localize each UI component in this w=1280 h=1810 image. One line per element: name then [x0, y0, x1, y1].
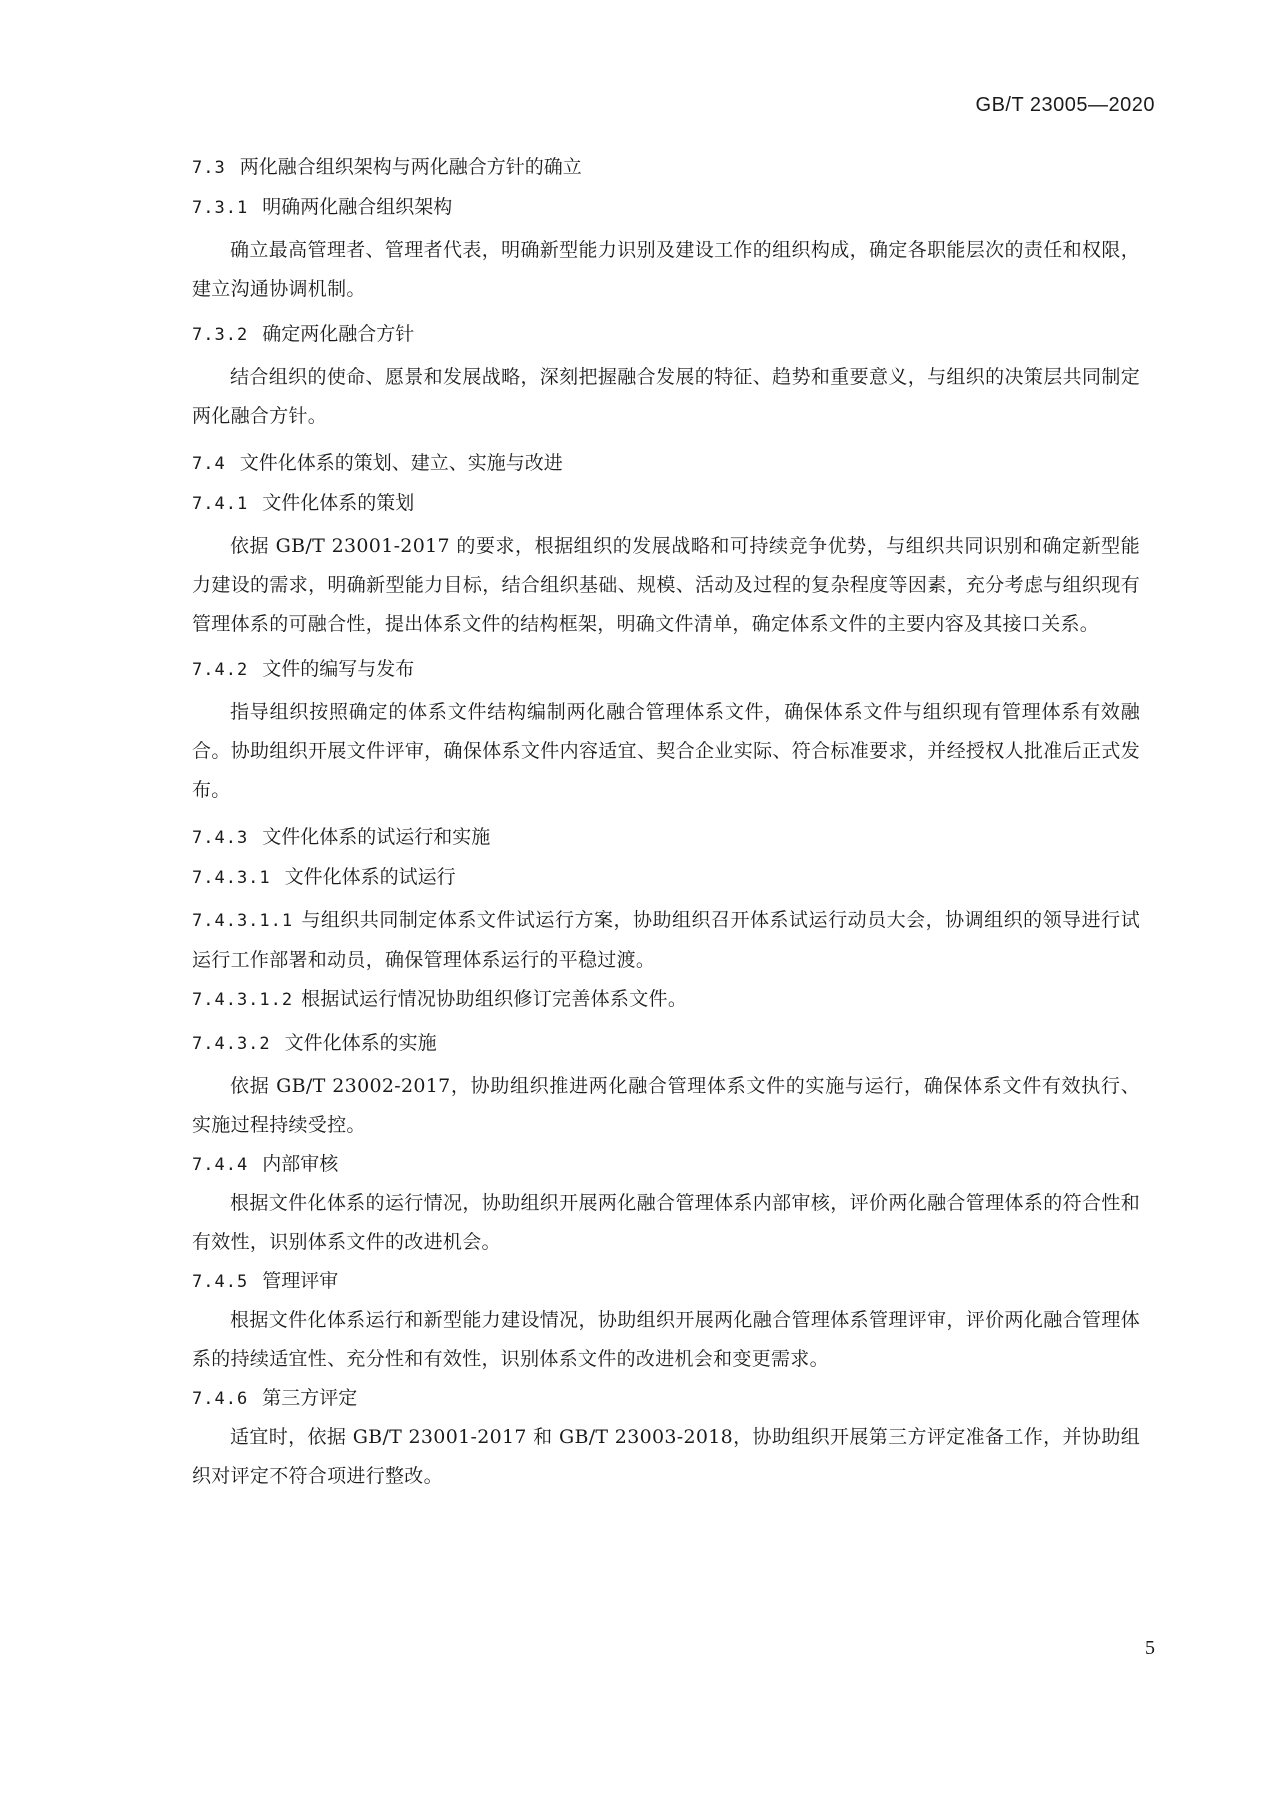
- paragraph-7-4-6: 适宜时，依据 GB/T 23001-2017 和 GB/T 23003-2018，协助组织开展第三方评定准备工作，并协助组织对评定不符合项进行整改。: [192, 1426, 1140, 1487]
- heading-7-4-1: [192, 486, 1140, 521]
- section-number: 7.3.1: [192, 198, 249, 218]
- document-id: GB/T 23005—2020: [975, 94, 1155, 116]
- section-title: 明确两化融合组织架构: [262, 196, 453, 218]
- section-number: 7.4: [192, 454, 226, 474]
- heading-7-4-5: [192, 1264, 1140, 1299]
- paragraph-7-4-4: 根据文件化体系的运行情况，协助组织开展两化融合管理体系内部审核，评价两化融合管理体系的符合性和有效性，识别体系文件的改进机会。: [192, 1192, 1140, 1253]
- section-number: 7.4.5: [192, 1272, 249, 1292]
- section-title: 文件的编写与发布: [262, 658, 415, 680]
- section-title: 内部审核: [262, 1153, 339, 1175]
- section-title: 两化融合组织架构与两化融合方针的确立: [239, 156, 582, 178]
- paragraph-7-3-2: 结合组织的使命、愿景和发展战略，深刻把握融合发展的特征、趋势和重要意义，与组织的决策层共同制定两化融合方针。: [192, 366, 1140, 427]
- clause-text: 与组织共同制定体系文件试运行方案，协助组织召开体系试运行动员大会，协调组织的领导进行试运行工作部署和动员，确保管理体系运行的平稳过渡。: [192, 909, 1140, 971]
- heading-7-4-3-1: [192, 860, 1140, 895]
- heading-7-4-3: [192, 820, 1140, 855]
- section-number: 7.3: [192, 158, 226, 178]
- section-title: 确定两化融合方针: [262, 323, 415, 345]
- paragraph-7-3-1: 确立最高管理者、管理者代表，明确新型能力识别及建设工作的组织构成，确定各职能层次的责任和权限，建立沟通协调机制。: [192, 239, 1140, 300]
- heading-7-3-2: [192, 317, 1140, 352]
- page-number: 5: [1145, 1637, 1155, 1659]
- section-number: 7.4.6: [192, 1389, 249, 1409]
- heading-7-4-4: [192, 1147, 1140, 1182]
- heading-7-4-2: [192, 652, 1140, 687]
- clause-number: 7.4.3.1.1: [192, 911, 294, 931]
- clause-text: 根据试运行情况协助组织修订完善体系文件。: [301, 988, 688, 1010]
- section-title: 文件化体系的试运行和实施: [262, 826, 491, 848]
- section-title: 第三方评定: [262, 1387, 358, 1409]
- section-number: 7.4.4: [192, 1155, 249, 1175]
- section-title: 管理评审: [262, 1270, 339, 1292]
- clause-7-4-3-1-2: [192, 980, 1140, 1020]
- paragraph-7-4-3-2: 依据 GB/T 23002-2017，协助组织推进两化融合管理体系文件的实施与运行，确保体系文件有效执行、实施过程持续受控。: [192, 1075, 1140, 1136]
- section-number: 7.3.2: [192, 325, 249, 345]
- section-number: 7.4.2: [192, 660, 249, 680]
- section-title: 文件化体系的试运行: [284, 866, 456, 888]
- section-title: 文件化体系的策划、建立、实施与改进: [239, 452, 563, 474]
- paragraph-7-4-2: 指导组织按照确定的体系文件结构编制两化融合管理体系文件，确保体系文件与组织现有管理体系有效融合。协助组织开展文件评审，确保体系文件内容适宜、契合企业实际、符合标准要求，并经授权人批准后正式发布。: [192, 701, 1140, 801]
- clause-number: 7.4.3.1.2: [192, 990, 294, 1010]
- section-title: 文件化体系的策划: [262, 492, 415, 514]
- section-number: 7.4.1: [192, 494, 249, 514]
- clause-7-4-3-1-1: [192, 901, 1140, 980]
- section-title: 文件化体系的实施: [284, 1032, 437, 1054]
- heading-7-4-3-2: [192, 1026, 1140, 1061]
- section-number: 7.4.3.1: [192, 868, 271, 888]
- paragraph-7-4-5: 根据文件化体系运行和新型能力建设情况，协助组织开展两化融合管理体系管理评审，评价两化融合管理体系的持续适宜性、充分性和有效性，识别体系文件的改进机会和变更需求。: [192, 1309, 1140, 1370]
- heading-7-4-6: [192, 1381, 1140, 1416]
- heading-7-3-1: [192, 190, 1140, 225]
- section-number: 7.4.3.2: [192, 1034, 271, 1054]
- section-number: 7.4.3: [192, 828, 249, 848]
- heading-7-3: [192, 150, 1140, 185]
- page-content: [192, 150, 1140, 1496]
- paragraph-7-4-1: 依据 GB/T 23001-2017 的要求，根据组织的发展战略和可持续竞争优势，与组织共同识别和确定新型能力建设的需求，明确新型能力目标，结合组织基础、规模、活动及过程的复杂程度等因素，充分考虑与组织现有管理体系的可融合性，提出体系文件的结构框架，明确文件清单，确定体系文件的主要内容及其接口关系。: [192, 535, 1140, 635]
- heading-7-4: [192, 446, 1140, 481]
